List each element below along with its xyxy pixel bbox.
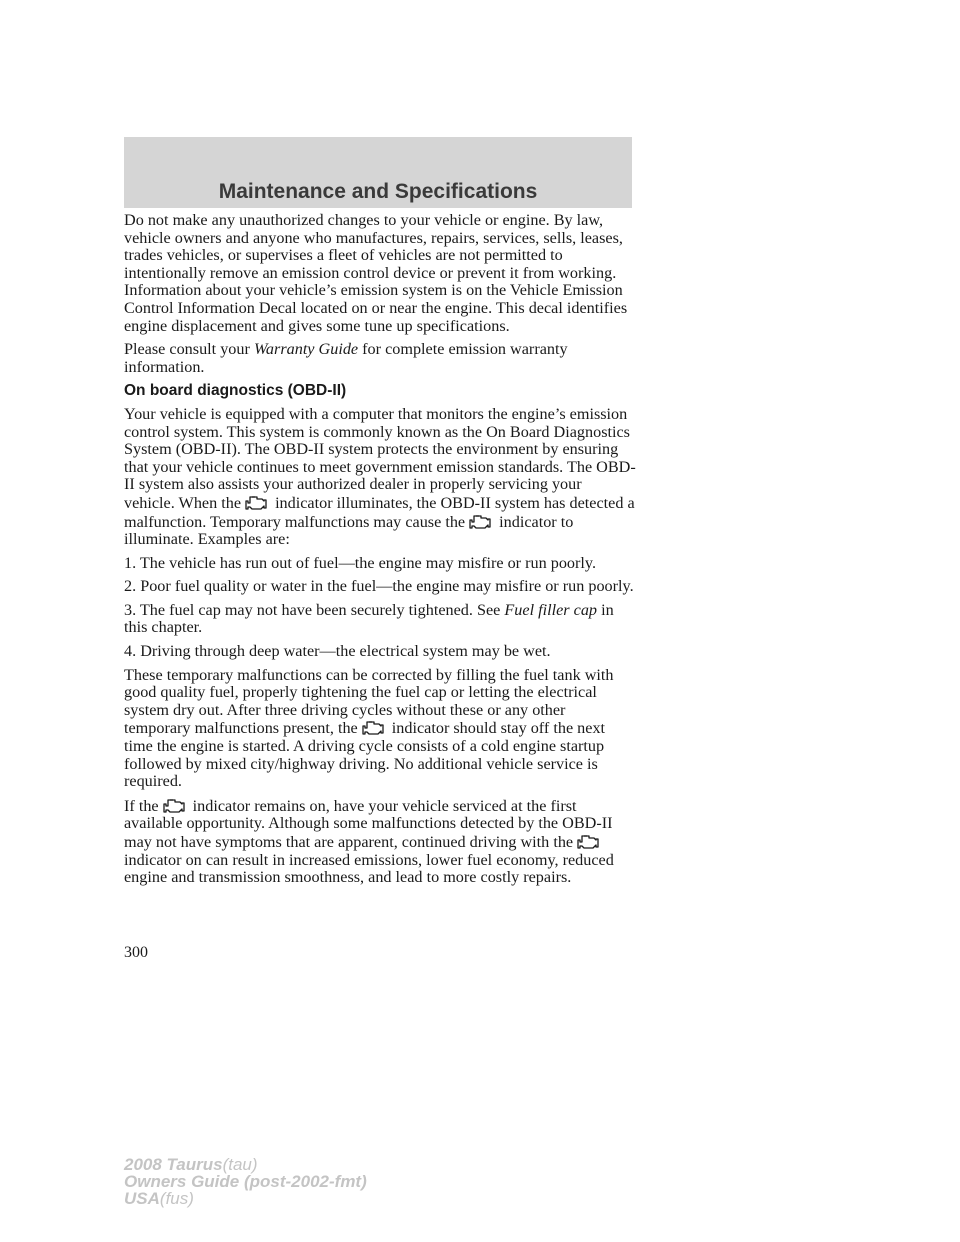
warranty-guide-ref: Warranty Guide — [253, 340, 359, 359]
page-content — [124, 212, 636, 893]
footer-line-model — [124, 1156, 367, 1173]
text-segment: indicator to illuminate. Examples are: — [124, 512, 574, 549]
check-engine-icon — [469, 513, 495, 530]
page-number: 300 — [124, 944, 148, 961]
check-engine-icon — [362, 719, 388, 736]
paragraph-obd-intro — [124, 406, 636, 549]
footer-region-code: (fus) — [159, 1189, 194, 1208]
text-segment: Your vehicle is equipped with a computer that monitors the engine’s emission control system. This system is commonly known as the On Board Diagnostics System (OBD-II). The OBD-II system protects the environment by ensuring that your vehicle continues to meet government emission standards. The OBD-II system also assists your authorized dealer in properly servicing your vehicle. When the — [124, 404, 636, 512]
check-engine-icon — [245, 494, 271, 511]
section-header — [124, 137, 632, 208]
footer-region: USA — [124, 1189, 160, 1208]
list-item: 2. Poor fuel quality or water in the fuel—the engine may misfire or run poorly. — [124, 577, 634, 596]
section-title: Maintenance and Specifications — [218, 180, 538, 203]
text-segment: These temporary malfunctions can be corrected by filling the fuel tank with good quality fuel, properly tightening the fuel cap or letting the electrical system dry out. After three driving cycles without these or any other temporary malfunctions present, the — [124, 665, 614, 738]
paragraph-temporary-malfunctions — [124, 667, 636, 791]
text-segment: indicator remains on, have your vehicle serviced at the first available opportunity. Although some malfunctions detected by the OBD-II may not have symptoms that are apparent, continued driving with the — [124, 796, 613, 851]
text-segment: in this chapter. — [124, 600, 614, 637]
text-segment: for complete emission warranty information. — [124, 340, 568, 376]
footer-model: 2008 Taurus — [124, 1155, 223, 1174]
text-segment: Please consult your — [124, 340, 254, 359]
document-footer — [124, 1156, 367, 1207]
check-engine-icon — [577, 833, 603, 850]
list-item — [124, 602, 636, 637]
list-item: 1. The vehicle has run out of fuel—the engine may misfire or run poorly. — [124, 553, 597, 572]
paragraph-indicator-on — [124, 797, 636, 887]
text-segment: indicator should stay off the next time the engine is started. A driving cycle consists of a cold engine startup followed by mixed city/highway driving. No additional vehicle service is required. — [124, 719, 606, 791]
text-segment: 3. The fuel cap may not have been securely tightened. See — [124, 600, 505, 619]
footer-model-code: (tau) — [222, 1155, 258, 1174]
text-segment: If the — [124, 796, 163, 815]
obd-heading: On board diagnostics (OBD-II) — [124, 382, 347, 400]
fuel-filler-cap-ref: Fuel filler cap — [504, 600, 598, 619]
footer-guide: Owners Guide (post-2002-fmt) — [124, 1172, 367, 1191]
text-segment: indicator on can result in increased emissions, lower fuel economy, reduced engine and transmission smoothness, and lead to more costly repairs. — [124, 850, 614, 887]
paragraph-warranty — [124, 341, 636, 376]
footer-line-region — [124, 1190, 367, 1207]
check-engine-icon — [163, 797, 189, 814]
paragraph-emission-law: Do not make any unauthorized changes to your vehicle or engine. By law, vehicle owners and anyone who manufactures, repairs, services, sells, leases, trades vehicles, or supervises a fleet of vehicles are not permitted to intentionally remove an emission control device or prevent it from working. Information about your vehicle’s emission system is on the Vehicle Emission Control Information Decal located on or near the engine. This decal identifies engine displacement and gives some tune up specifications. — [124, 211, 628, 335]
text-segment: indicator illuminates, the OBD-II system has detected a malfunction. Temporary malfunctions may cause the — [124, 493, 635, 531]
list-item: 4. Driving through deep water—the electrical system may be wet. — [124, 642, 551, 661]
